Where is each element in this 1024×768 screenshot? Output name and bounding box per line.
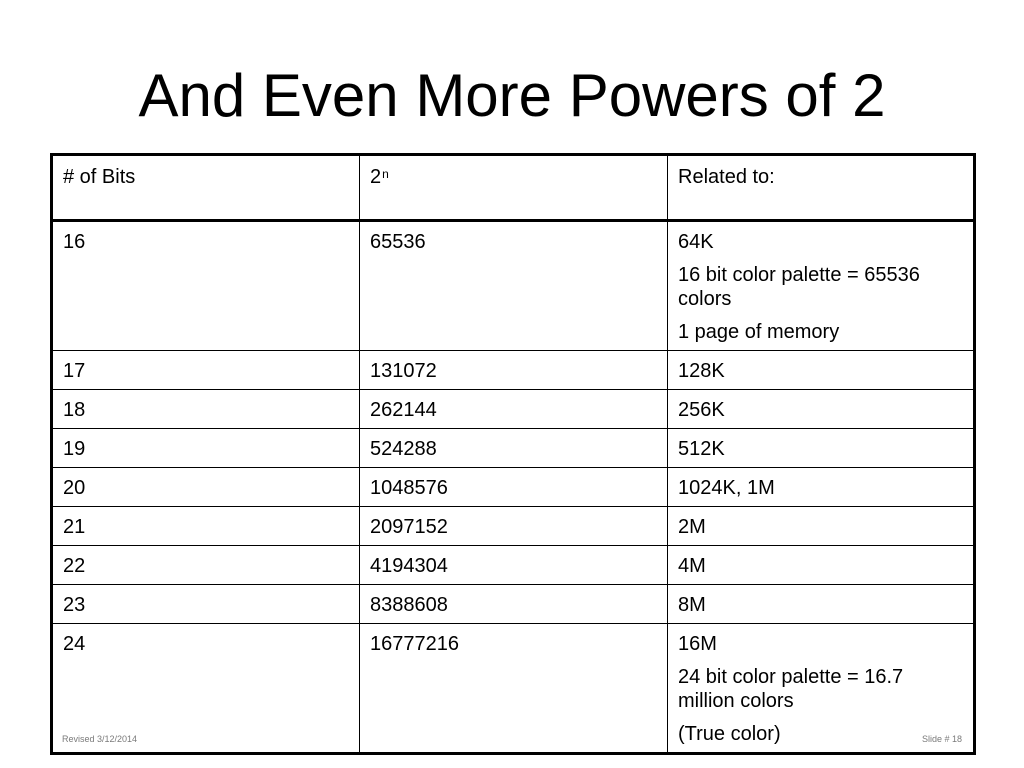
cell-related <box>668 351 975 390</box>
table-row <box>52 390 975 429</box>
footer-slide-number: Slide # 18 <box>921 734 962 744</box>
related-line: 1024K, 1M <box>678 477 775 499</box>
cell-value: 2097152 <box>360 507 668 546</box>
cell-bits: 23 <box>52 585 360 624</box>
header-power <box>360 155 668 221</box>
cell-bits: 22 <box>52 546 360 585</box>
related-line: 24 bit color palette = 16.7 million colors <box>678 666 904 712</box>
table-row <box>52 221 975 351</box>
table-body <box>52 221 975 754</box>
table-row <box>52 546 975 585</box>
cell-value: 1048576 <box>360 468 668 507</box>
slide-title: And Even More Powers of 2 <box>138 62 886 129</box>
footer-revision-date: Revised 3/12/2014 <box>62 734 138 744</box>
cell-bits: 24 <box>52 624 360 754</box>
table-header-row <box>52 155 975 221</box>
cell-value: 8388608 <box>360 585 668 624</box>
powers-of-two-table <box>50 153 976 755</box>
related-line: 512K <box>678 438 725 460</box>
cell-related <box>668 585 975 624</box>
related-line: 128K <box>678 360 725 382</box>
cell-value: 4194304 <box>360 546 668 585</box>
cell-value: 131072 <box>360 351 668 390</box>
cell-related <box>668 468 975 507</box>
table-row <box>52 468 975 507</box>
related-line: (True color) <box>678 723 781 745</box>
table-row <box>52 429 975 468</box>
cell-value: 262144 <box>360 390 668 429</box>
related-line: 2M <box>678 516 706 538</box>
cell-value: 524288 <box>360 429 668 468</box>
cell-related <box>668 429 975 468</box>
related-line: 16 bit color palette = 65536 colors <box>678 264 920 310</box>
cell-bits: 16 <box>52 221 360 351</box>
table-row <box>52 351 975 390</box>
cell-bits: 20 <box>52 468 360 507</box>
header-power-base: 2 <box>370 166 382 188</box>
header-related: Related to: <box>668 155 975 221</box>
cell-value: 65536 <box>360 221 668 351</box>
cell-related <box>668 221 975 351</box>
cell-bits: 19 <box>52 429 360 468</box>
related-line: 4M <box>678 555 706 577</box>
cell-bits: 21 <box>52 507 360 546</box>
table-row <box>52 624 975 754</box>
cell-bits: 17 <box>52 351 360 390</box>
related-line: 16M <box>678 633 717 655</box>
cell-related <box>668 390 975 429</box>
related-line: 1 page of memory <box>678 321 840 343</box>
related-line: 256K <box>678 399 725 421</box>
related-line: 8M <box>678 594 706 616</box>
cell-value: 16777216 <box>360 624 668 754</box>
table-row <box>52 585 975 624</box>
table-row <box>52 507 975 546</box>
cell-bits: 18 <box>52 390 360 429</box>
powers-table-container <box>50 153 973 755</box>
cell-related <box>668 507 975 546</box>
related-line: 64K <box>678 231 714 253</box>
header-power-exponent: n <box>382 167 389 181</box>
header-bits: # of Bits <box>52 155 360 221</box>
cell-related <box>668 546 975 585</box>
